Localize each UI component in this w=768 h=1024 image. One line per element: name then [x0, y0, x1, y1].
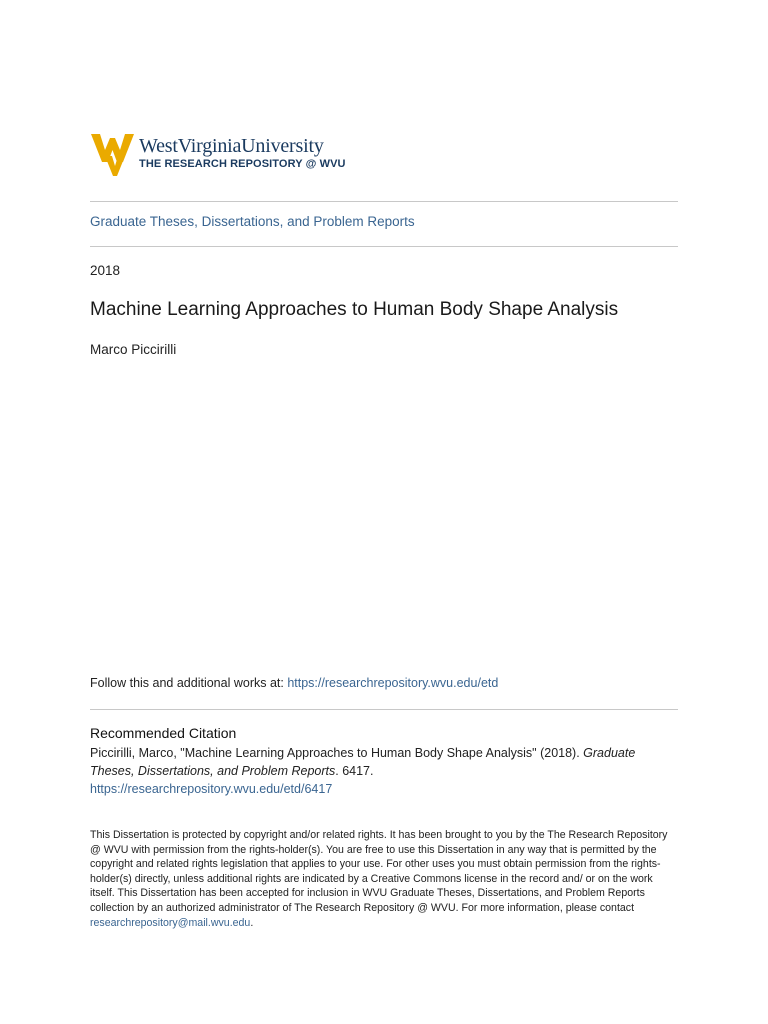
collection-link[interactable]: Graduate Theses, Dissertations, and Problem Reports — [90, 214, 415, 229]
citation-text — [90, 744, 680, 798]
divider — [90, 201, 678, 202]
contact-email-link[interactable]: researchrepository@mail.wvu.edu — [90, 916, 251, 929]
divider — [90, 709, 678, 710]
recommended-citation-heading: Recommended Citation — [90, 725, 237, 741]
divider — [90, 246, 678, 247]
etd-collection-link[interactable]: https://researchrepository.wvu.edu/etd — [287, 676, 499, 690]
publication-year: 2018 — [90, 263, 121, 278]
repository-name: THE RESEARCH REPOSITORY @ WVU — [139, 158, 346, 170]
follow-line — [90, 676, 498, 690]
wvu-logo[interactable] — [91, 132, 371, 180]
author-name: Marco Piccirilli — [90, 342, 177, 357]
rights-end: . — [250, 916, 254, 929]
citation-series: Graduate Theses, Dissertations, and Problem Reports — [90, 746, 636, 778]
citation-number: . 6417. — [335, 764, 374, 778]
document-title: Machine Learning Approaches to Human Body Shape Analysis — [90, 299, 619, 320]
follow-prefix: Follow this and additional works at: — [90, 676, 288, 690]
university-name: WestVirginiaUniversity — [139, 135, 324, 157]
rights-statement — [90, 828, 680, 930]
citation-link[interactable]: https://researchrepository.wvu.edu/etd/6417 — [90, 782, 333, 796]
citation-prefix: Piccirilli, Marco, "Machine Learning Approaches to Human Body Shape Analysis" (2018). — [90, 746, 584, 760]
rights-text: This Dissertation is protected by copyright and/or related rights. It has been brought to you by the The Research Repository @ WVU with permission from the rights-holder(s). You are free to use this Dissertation in any way that is permitted by the copyright and related rights legislation that applies to your use. For other uses you must obtain permission from the rights-holder(s) directly, unless additional rights are indicated by a Creative Commons license in the record and/ or on the work itself. This Dissertation has been accepted for inclusion in WVU Graduate Theses, Dissertations, and Problem Reports collection by an authorized administrator of The Research Repository @ WVU. For more information, please contact — [90, 829, 668, 914]
flying-wv-icon — [91, 132, 139, 176]
